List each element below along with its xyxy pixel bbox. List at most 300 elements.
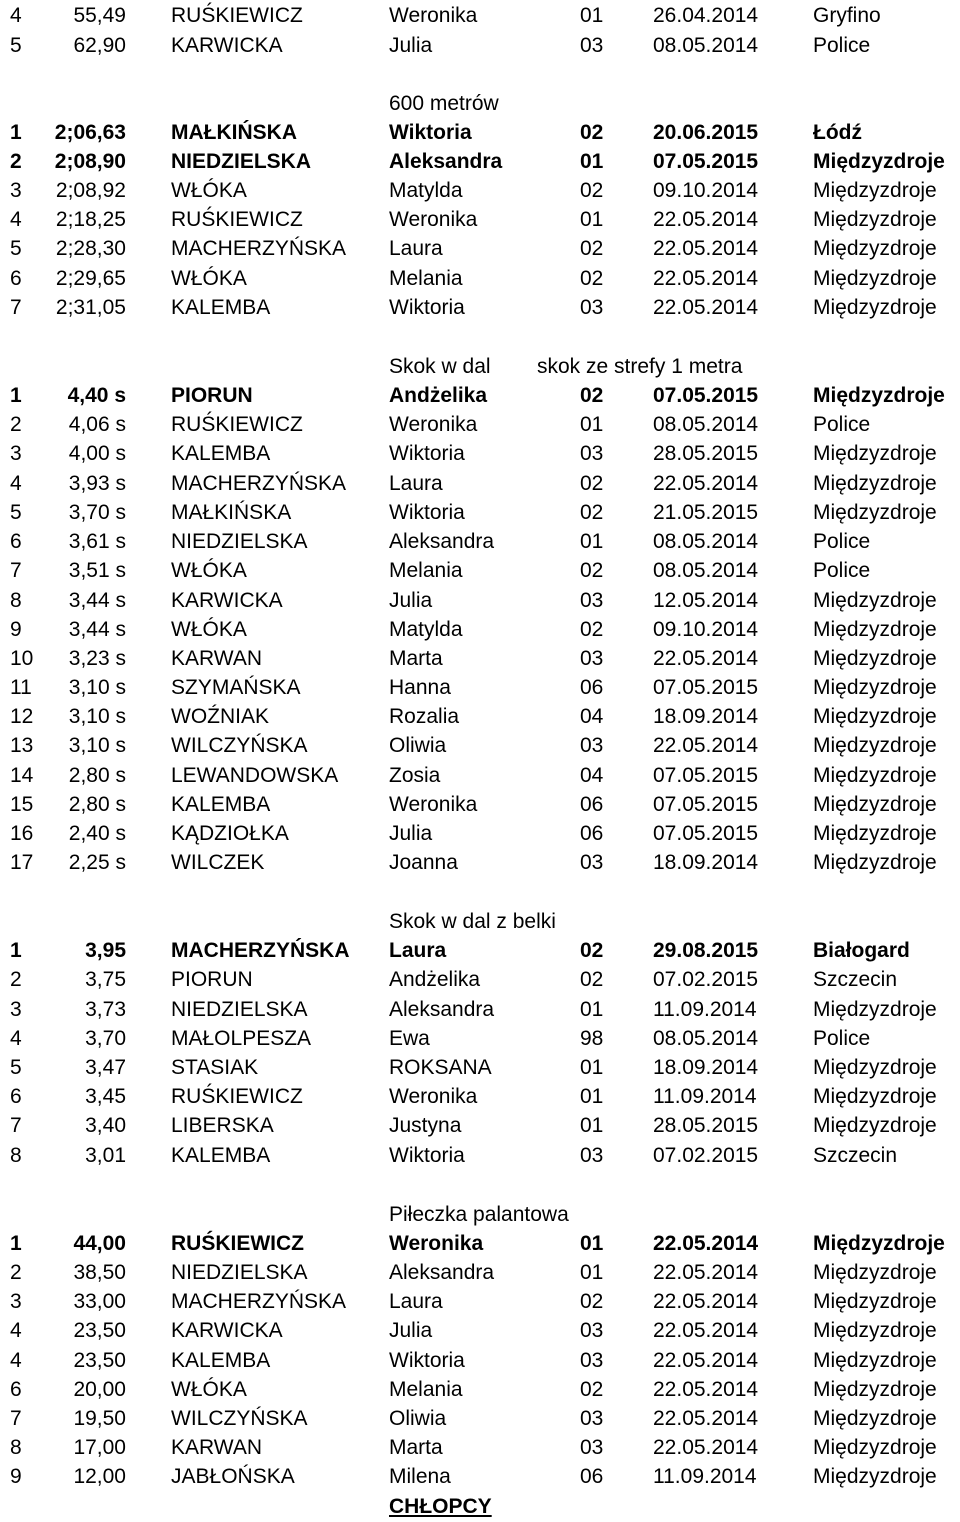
result-cell: 23,50	[73, 1349, 126, 1372]
result-cell: 2;28,30	[55, 237, 126, 260]
rank-cell: 7	[10, 1407, 22, 1430]
birth-year-cell: 03	[580, 734, 604, 757]
result-cell: 4,00 s	[68, 442, 126, 465]
table-row	[0, 205, 960, 234]
table-row	[0, 176, 960, 205]
rank-cell: 17	[10, 851, 34, 874]
birth-year-cell: 01	[580, 1114, 604, 1137]
rank-cell: 10	[10, 647, 34, 670]
result-cell: 3,40	[85, 1114, 126, 1137]
date-cell: 26.04.2014	[653, 4, 759, 27]
place-cell: Międzyzdroje	[813, 267, 937, 290]
result-cell: 55,49	[73, 4, 126, 27]
rank-cell: 4	[10, 4, 22, 27]
table-row	[0, 702, 960, 731]
table-row	[0, 556, 960, 585]
place-cell: Międzyzdroje	[813, 822, 937, 845]
place-cell: Międzyzdroje	[813, 1349, 937, 1372]
birth-year-cell: 01	[580, 998, 604, 1021]
surname-cell: MAŁKIŃSKA	[171, 121, 297, 144]
surname-cell: KARWICKA	[171, 589, 283, 612]
first-name-cell: Andżelika	[389, 968, 481, 991]
surname-cell: WŁÓKA	[171, 618, 247, 641]
first-name-cell: Matylda	[389, 179, 463, 202]
table-row	[0, 293, 960, 322]
rank-cell: 6	[10, 1378, 22, 1401]
result-cell: 3,75	[85, 968, 126, 991]
first-name-cell: Wiktoria	[389, 296, 465, 319]
place-cell: Gryfino	[813, 4, 881, 27]
table-row	[0, 118, 960, 147]
date-cell: 28.05.2015	[653, 442, 759, 465]
table-row	[0, 936, 960, 965]
date-cell: 07.05.2015	[653, 676, 759, 699]
first-name-cell: Weronika	[389, 1232, 484, 1255]
date-cell: 18.09.2014	[653, 851, 759, 874]
rank-cell: 3	[10, 442, 22, 465]
table-row	[0, 1082, 960, 1111]
rank-cell: 7	[10, 559, 22, 582]
first-name-cell: Melania	[389, 559, 463, 582]
rank-cell: 15	[10, 793, 34, 816]
date-cell: 08.05.2014	[653, 1027, 759, 1050]
date-cell: 09.10.2014	[653, 179, 759, 202]
place-cell: Międzyzdroje	[813, 1290, 937, 1313]
rank-cell: 16	[10, 822, 34, 845]
surname-cell: JABŁOŃSKA	[171, 1465, 295, 1488]
surname-cell: WILCZYŃSKA	[171, 1407, 308, 1430]
first-name-cell: Marta	[389, 1436, 443, 1459]
rank-cell: 11	[10, 676, 32, 699]
date-cell: 22.05.2014	[653, 237, 759, 260]
result-cell: 23,50	[73, 1319, 126, 1342]
first-name-cell: Joanna	[389, 851, 458, 874]
date-cell: 22.05.2014	[653, 1378, 759, 1401]
place-cell: Police	[813, 413, 871, 436]
date-cell: 29.08.2015	[653, 939, 759, 962]
rank-cell: 5	[10, 237, 22, 260]
place-cell: Międzyzdroje	[813, 705, 937, 728]
date-cell: 22.05.2014	[653, 296, 759, 319]
table-row	[0, 410, 960, 439]
result-cell: 2,25 s	[68, 851, 126, 874]
birth-year-cell: 03	[580, 34, 604, 57]
section-title: Piłeczka palantowa	[389, 1203, 569, 1226]
place-cell: Międzyzdroje	[813, 998, 937, 1021]
result-cell: 2;08,92	[55, 179, 126, 202]
rank-cell: 1	[10, 121, 22, 144]
table-row	[0, 527, 960, 556]
rank-cell: 4	[10, 1027, 22, 1050]
first-name-cell: Oliwia	[389, 1407, 447, 1430]
result-cell: 3,70	[85, 1027, 126, 1050]
place-cell: Międzyzdroje	[813, 1114, 937, 1137]
surname-cell: KALEMBA	[171, 1349, 271, 1372]
place-cell: Police	[813, 1027, 871, 1050]
first-name-cell: Julia	[389, 822, 433, 845]
surname-cell: WŁÓKA	[171, 267, 247, 290]
date-cell: 12.05.2014	[653, 589, 759, 612]
birth-year-cell: 02	[580, 179, 604, 202]
birth-year-cell: 01	[580, 413, 604, 436]
result-cell: 3,01	[85, 1144, 126, 1167]
birth-year-cell: 06	[580, 676, 604, 699]
birth-year-cell: 03	[580, 296, 604, 319]
result-cell: 3,93 s	[68, 472, 126, 495]
first-name-cell: Laura	[389, 472, 443, 495]
date-cell: 22.05.2014	[653, 1290, 759, 1313]
result-cell: 3,51 s	[68, 559, 126, 582]
birth-year-cell: 02	[580, 559, 604, 582]
rank-cell: 7	[10, 1114, 22, 1137]
birth-year-cell: 02	[580, 237, 604, 260]
first-name-cell: Melania	[389, 1378, 463, 1401]
surname-cell: NIEDZIELSKA	[171, 150, 312, 173]
surname-cell: MAŁOLPESZA	[171, 1027, 312, 1050]
rank-cell: 2	[10, 413, 22, 436]
surname-cell: RUŚKIEWICZ	[171, 1232, 304, 1255]
result-cell: 2;18,25	[55, 208, 126, 231]
first-name-cell: Wiktoria	[389, 1349, 465, 1372]
surname-cell: KARWAN	[171, 1436, 263, 1459]
rank-cell: 8	[10, 1144, 22, 1167]
place-cell: Międzyzdroje	[813, 764, 937, 787]
place-cell: Międzyzdroje	[813, 442, 937, 465]
result-cell: 17,00	[73, 1436, 126, 1459]
surname-cell: KALEMBA	[171, 793, 271, 816]
result-cell: 3,73	[85, 998, 126, 1021]
result-cell: 3,23 s	[68, 647, 126, 670]
date-cell: 22.05.2014	[653, 472, 759, 495]
table-row	[0, 761, 960, 790]
result-cell: 2,80 s	[68, 793, 126, 816]
result-cell: 3,10 s	[68, 676, 126, 699]
surname-cell: KARWICKA	[171, 1319, 283, 1342]
result-cell: 3,10 s	[68, 734, 126, 757]
first-name-cell: Weronika	[389, 1085, 478, 1108]
first-name-cell: Julia	[389, 589, 433, 612]
place-cell: Międzyzdroje	[813, 1378, 937, 1401]
birth-year-cell: 02	[580, 501, 604, 524]
surname-cell: LEWANDOWSKA	[171, 764, 339, 787]
first-name-cell: Zosia	[389, 764, 441, 787]
table-row	[0, 1287, 960, 1316]
section-title: skok ze strefy 1 metra	[537, 355, 743, 378]
date-cell: 07.02.2015	[653, 1144, 759, 1167]
table-row	[0, 234, 960, 263]
table-row	[0, 1375, 960, 1404]
place-cell: Międzyzdroje	[813, 384, 945, 407]
rank-cell: 3	[10, 1290, 22, 1313]
birth-year-cell: 02	[580, 472, 604, 495]
surname-cell: WŁÓKA	[171, 559, 247, 582]
first-name-cell: Milena	[389, 1465, 451, 1488]
result-cell: 19,50	[73, 1407, 126, 1430]
place-cell: Międzyzdroje	[813, 1319, 937, 1342]
rank-cell: 1	[10, 1232, 22, 1255]
birth-year-cell: 02	[580, 939, 604, 962]
result-cell: 20,00	[73, 1378, 126, 1401]
first-name-cell: Matylda	[389, 618, 463, 641]
date-cell: 11.09.2014	[653, 998, 757, 1021]
birth-year-cell: 98	[580, 1027, 604, 1050]
surname-cell: WOŹNIAK	[171, 705, 269, 728]
birth-year-cell: 02	[580, 121, 604, 144]
result-cell: 62,90	[73, 34, 126, 57]
place-cell: Międzyzdroje	[813, 734, 937, 757]
surname-cell: MACHERZYŃSKA	[171, 472, 347, 495]
surname-cell: STASIAK	[171, 1056, 259, 1079]
date-cell: 20.06.2015	[653, 121, 759, 144]
surname-cell: MACHERZYŃSKA	[171, 1290, 347, 1313]
result-cell: 44,00	[73, 1232, 126, 1255]
rank-cell: 12	[10, 705, 34, 728]
birth-year-cell: 02	[580, 618, 604, 641]
result-cell: 3,95	[85, 939, 126, 962]
date-cell: 22.05.2014	[653, 267, 759, 290]
first-name-cell: Wiktoria	[389, 1144, 465, 1167]
date-cell: 09.10.2014	[653, 618, 759, 641]
first-name-cell: Wiktoria	[389, 442, 465, 465]
place-cell: Międzyzdroje	[813, 1261, 937, 1284]
rank-cell: 8	[10, 1436, 22, 1459]
birth-year-cell: 03	[580, 1407, 604, 1430]
date-cell: 22.05.2014	[653, 1319, 759, 1342]
rank-cell: 4	[10, 1349, 22, 1372]
result-cell: 4,06 s	[68, 413, 126, 436]
surname-cell: NIEDZIELSKA	[171, 998, 308, 1021]
surname-cell: RUŚKIEWICZ	[171, 1085, 303, 1108]
result-cell: 4,40 s	[67, 384, 126, 407]
result-cell: 2;06,63	[54, 121, 126, 144]
first-name-cell: Aleksandra	[389, 1261, 495, 1284]
table-row	[0, 1258, 960, 1287]
place-cell: Międzyzdroje	[813, 1407, 937, 1430]
rank-cell: 4	[10, 208, 22, 231]
first-name-cell: Ewa	[389, 1027, 430, 1050]
result-cell: 2;08,90	[54, 150, 126, 173]
table-row	[0, 1053, 960, 1082]
place-cell: Międzyzdroje	[813, 1056, 937, 1079]
place-cell: Międzyzdroje	[813, 237, 937, 260]
birth-year-cell: 03	[580, 442, 604, 465]
date-cell: 07.02.2015	[653, 968, 759, 991]
surname-cell: MACHERZYŃSKA	[171, 939, 350, 962]
table-row	[0, 1346, 960, 1375]
place-cell: Międzyzdroje	[813, 1232, 945, 1255]
rank-cell: 8	[10, 589, 22, 612]
rank-cell: 2	[10, 968, 22, 991]
date-cell: 21.05.2015	[653, 501, 759, 524]
rank-cell: 6	[10, 530, 22, 553]
rank-cell: 3	[10, 179, 22, 202]
table-row	[0, 1433, 960, 1462]
table-row	[0, 790, 960, 819]
table-row	[0, 1462, 960, 1491]
surname-cell: KALEMBA	[171, 442, 271, 465]
date-cell: 08.05.2014	[653, 530, 759, 553]
table-row	[0, 147, 960, 176]
result-cell: 3,44 s	[68, 618, 126, 641]
result-cell: 38,50	[73, 1261, 126, 1284]
first-name-cell: Hanna	[389, 676, 451, 699]
first-name-cell: Weronika	[389, 793, 478, 816]
date-cell: 22.05.2014	[653, 1407, 759, 1430]
surname-cell: WILCZEK	[171, 851, 265, 874]
date-cell: 22.05.2014	[653, 734, 759, 757]
place-cell: Międzyzdroje	[813, 1085, 937, 1108]
birth-year-cell: 01	[580, 1056, 604, 1079]
place-cell: Międzyzdroje	[813, 208, 937, 231]
rank-cell: 13	[10, 734, 34, 757]
date-cell: 22.05.2014	[653, 1436, 759, 1459]
place-cell: Międzyzdroje	[813, 150, 945, 173]
table-row	[0, 731, 960, 760]
result-cell: 3,70 s	[68, 501, 126, 524]
place-cell: Międzyzdroje	[813, 676, 937, 699]
result-cell: 3,45	[85, 1085, 126, 1108]
table-row	[0, 995, 960, 1024]
rank-cell: 5	[10, 501, 22, 524]
table-row	[0, 381, 960, 410]
surname-cell: KARWICKA	[171, 34, 283, 57]
surname-cell: WŁÓKA	[171, 179, 247, 202]
date-cell: 08.05.2014	[653, 34, 759, 57]
surname-cell: PIORUN	[171, 968, 253, 991]
rank-cell: 9	[10, 618, 22, 641]
rank-cell: 2	[10, 150, 22, 173]
table-row	[0, 469, 960, 498]
rank-cell: 4	[10, 472, 22, 495]
birth-year-cell: 01	[580, 4, 604, 27]
rank-cell: 4	[10, 1319, 22, 1342]
place-cell: Białogard	[813, 939, 910, 962]
birth-year-cell: 02	[580, 968, 604, 991]
surname-cell: MAŁKIŃSKA	[171, 501, 292, 524]
first-name-cell: Oliwia	[389, 734, 447, 757]
date-cell: 22.05.2014	[653, 208, 759, 231]
birth-year-cell: 04	[580, 764, 604, 787]
place-cell: Szczecin	[813, 968, 898, 991]
rank-cell: 9	[10, 1465, 22, 1488]
result-cell: 2;29,65	[55, 267, 126, 290]
table-row	[0, 615, 960, 644]
result-cell: 2,80 s	[68, 764, 126, 787]
rank-cell: 2	[10, 1261, 22, 1284]
surname-cell: RUŚKIEWICZ	[171, 208, 303, 231]
table-row	[0, 264, 960, 293]
first-name-cell: Justyna	[389, 1114, 462, 1137]
date-cell: 18.09.2014	[653, 705, 759, 728]
rank-cell: 7	[10, 296, 22, 319]
result-cell: 3,47	[85, 1056, 126, 1079]
place-cell: Międzyzdroje	[813, 851, 937, 874]
table-row	[0, 1111, 960, 1140]
place-cell: Police	[813, 530, 871, 553]
place-cell: Szczecin	[813, 1144, 898, 1167]
first-name-cell: Wiktoria	[389, 501, 465, 524]
place-cell: Police	[813, 559, 871, 582]
surname-cell: NIEDZIELSKA	[171, 530, 308, 553]
first-name-cell: Weronika	[389, 4, 478, 27]
date-cell: 07.05.2015	[653, 793, 759, 816]
surname-cell: LIBERSKA	[171, 1114, 274, 1137]
birth-year-cell: 06	[580, 1465, 604, 1488]
rank-cell: 5	[10, 34, 22, 57]
birth-year-cell: 06	[580, 793, 604, 816]
first-name-cell: Julia	[389, 1319, 433, 1342]
birth-year-cell: 01	[580, 150, 604, 173]
rank-cell: 6	[10, 267, 22, 290]
first-name-cell: Marta	[389, 647, 443, 670]
rank-cell: 1	[10, 384, 22, 407]
table-row	[0, 1316, 960, 1345]
place-cell: Łódź	[813, 121, 862, 144]
rank-cell: 6	[10, 1085, 22, 1108]
first-name-cell: Laura	[389, 939, 447, 962]
birth-year-cell: 01	[580, 1261, 604, 1284]
place-cell: Międzyzdroje	[813, 793, 937, 816]
date-cell: 22.05.2014	[653, 1261, 759, 1284]
date-cell: 28.05.2015	[653, 1114, 759, 1137]
surname-cell: NIEDZIELSKA	[171, 1261, 308, 1284]
date-cell: 07.05.2015	[653, 764, 759, 787]
first-name-cell: Melania	[389, 267, 463, 290]
result-cell: 2;31,05	[55, 296, 126, 319]
first-name-cell: Laura	[389, 1290, 443, 1313]
first-name-cell: Aleksandra	[389, 998, 495, 1021]
table-row	[0, 819, 960, 848]
birth-year-cell: 01	[580, 1232, 604, 1255]
first-name-cell: Weronika	[389, 413, 478, 436]
birth-year-cell: 01	[580, 530, 604, 553]
result-cell: 3,10 s	[68, 705, 126, 728]
place-cell: Międzyzdroje	[813, 1436, 937, 1459]
first-name-cell: Wiktoria	[389, 121, 472, 144]
surname-cell: WŁÓKA	[171, 1378, 247, 1401]
birth-year-cell: 03	[580, 1144, 604, 1167]
first-name-cell: Rozalia	[389, 705, 460, 728]
table-row	[0, 439, 960, 468]
result-cell: 3,44 s	[68, 589, 126, 612]
birth-year-cell: 06	[580, 822, 604, 845]
date-cell: 22.05.2014	[653, 1349, 759, 1372]
place-cell: Międzyzdroje	[813, 501, 937, 524]
surname-cell: SZYMAŃSKA	[171, 676, 301, 699]
birth-year-cell: 02	[580, 1290, 604, 1313]
surname-cell: KALEMBA	[171, 1144, 271, 1167]
section-title: Skok w dal	[389, 355, 491, 378]
place-cell: Police	[813, 34, 871, 57]
rank-cell: 14	[10, 764, 34, 787]
table-row	[0, 965, 960, 994]
first-name-cell: Weronika	[389, 208, 478, 231]
table-row	[0, 31, 960, 60]
place-cell: Międzyzdroje	[813, 472, 937, 495]
rank-cell: 5	[10, 1056, 22, 1079]
result-cell: 3,61 s	[68, 530, 126, 553]
table-row	[0, 1, 960, 30]
first-name-cell: Aleksandra	[389, 530, 495, 553]
table-row	[0, 586, 960, 615]
birth-year-cell: 03	[580, 1349, 604, 1372]
surname-cell: WILCZYŃSKA	[171, 734, 308, 757]
birth-year-cell: 01	[580, 208, 604, 231]
birth-year-cell: 02	[580, 267, 604, 290]
birth-year-cell: 03	[580, 1319, 604, 1342]
birth-year-cell: 02	[580, 384, 604, 407]
surname-cell: RUŚKIEWICZ	[171, 4, 303, 27]
